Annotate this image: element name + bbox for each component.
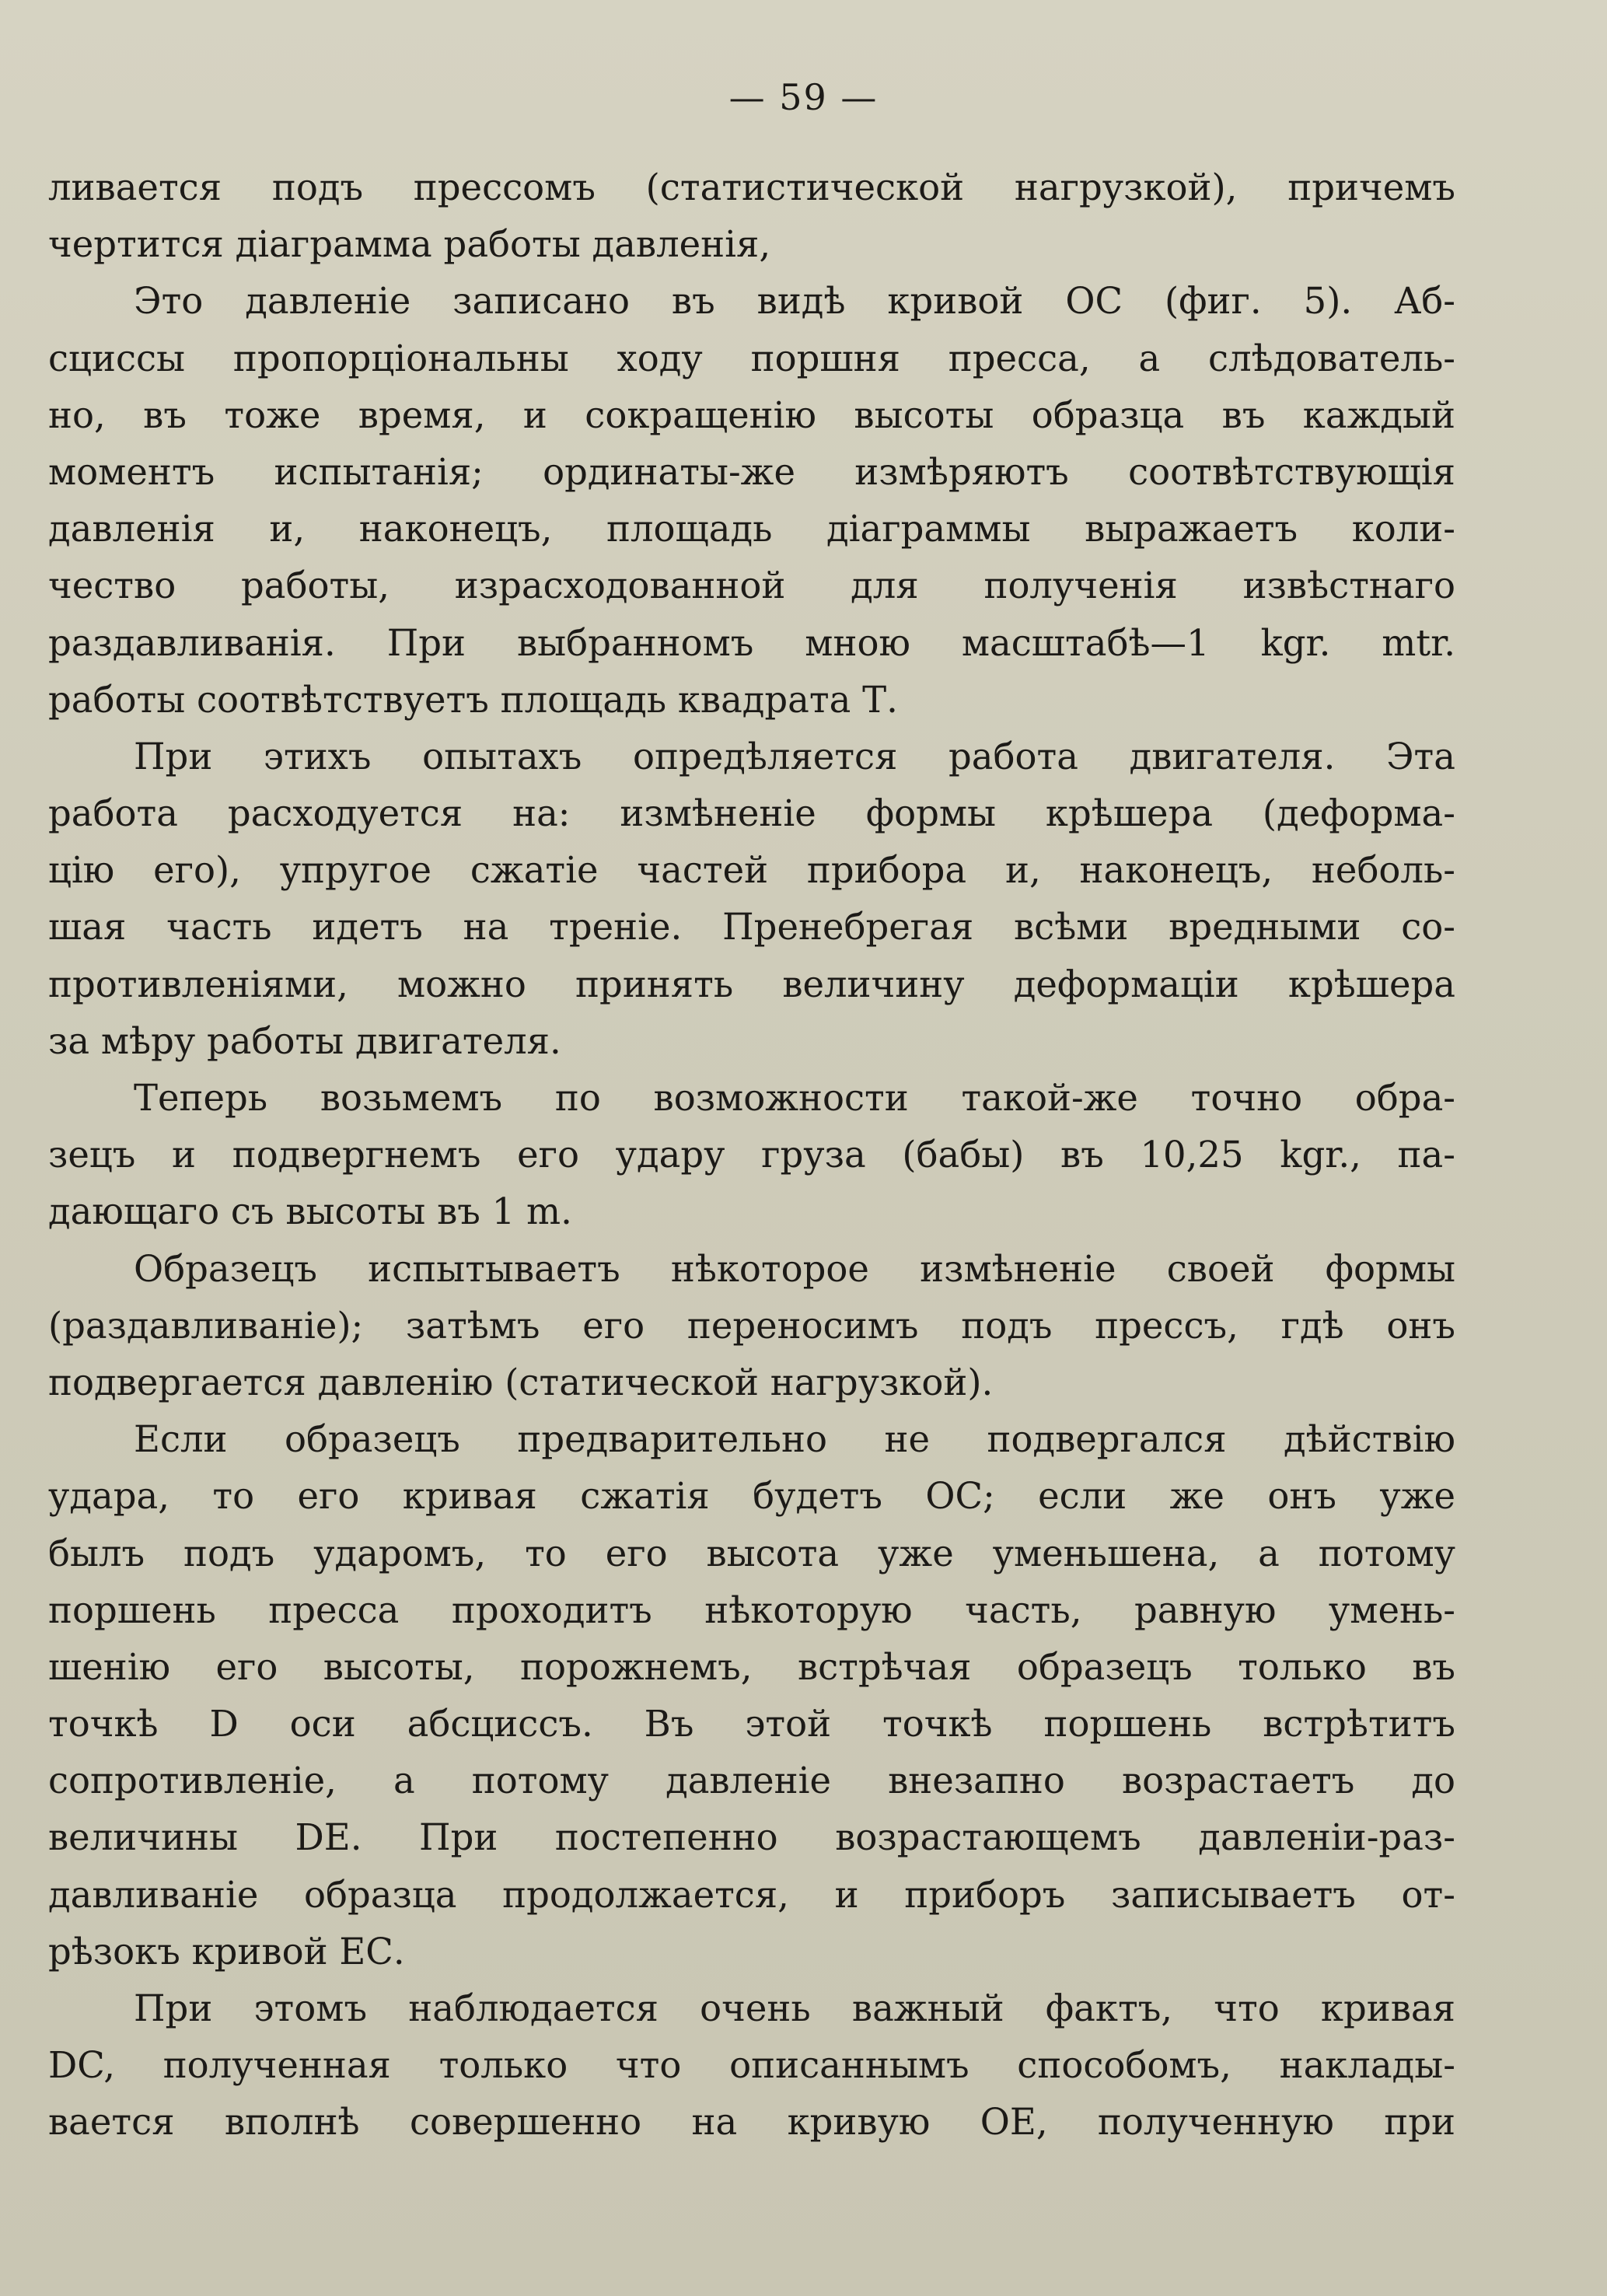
text-line: моментъ испытанія; ординаты-же измѣряютъ соотвѣтствующія [48, 450, 1455, 493]
body-text [48, 159, 1455, 2151]
text-line: шенію его высоты, порожнемъ, встрѣчая образецъ только въ [48, 1645, 1455, 1688]
text-line: цію его), упругое сжатіе частей прибора и, наконецъ, неболь- [48, 849, 1455, 892]
text-line: противленіями, можно принять величину деформаціи крѣшера [48, 963, 1455, 1005]
text-line: вается вполнѣ совершенно на кривую ОЕ, полученную при [48, 2101, 1455, 2144]
text-line: былъ подъ ударомъ, то его высота уже уменьшена, а потому [48, 1532, 1455, 1574]
text-line: давливаніе образца продолжается, и приборъ записываетъ от- [48, 1873, 1455, 1916]
text-line: зецъ и подвергнемъ его удару груза (бабы) въ 10,25 kgr., па- [48, 1134, 1455, 1176]
text-line: DC, полученная только что описаннымъ способомъ, наклады- [48, 2044, 1455, 2087]
text-line: При этихъ опытахъ опредѣляется работа двигателя. Эта [134, 735, 1455, 778]
page-number: — 59 — [728, 76, 879, 118]
text-line: работы соотвѣтствуетъ площадь квадрата Т. [48, 678, 898, 721]
text-line: Образецъ испытываетъ нѣкоторое измѣненіе своей формы [134, 1247, 1455, 1290]
text-line: работа расходуется на: измѣненіе формы крѣшера (деформа- [48, 792, 1455, 835]
text-line: сциссы пропорціональны ходу поршня пресса, а слѣдователь- [48, 337, 1455, 379]
text-line: Это давленіе записано въ видѣ кривой ОС (фиг. 5). Аб- [134, 280, 1455, 323]
text-line: за мѣру работы двигателя. [48, 1019, 561, 1062]
text-line: но, въ тоже время, и сокращенію высоты образца въ каждый [48, 393, 1455, 436]
text-line: величины DE. При постепенно возрастающемъ давленіи-раз- [48, 1816, 1455, 1859]
text-line: Теперь возьмемъ по возможности такой-же точно обра- [134, 1077, 1455, 1119]
text-line: Если образецъ предварительно не подвергался дѣйствію [134, 1418, 1455, 1461]
text-line: При этомъ наблюдается очень важный фактъ, что кривая [134, 1987, 1455, 2029]
text-line: поршень пресса проходитъ нѣкоторую часть, равную умень- [48, 1588, 1455, 1631]
text-line: чертится діаграмма работы давленія, [48, 223, 771, 266]
text-line: (раздавливаніе); затѣмъ его переносимъ подъ прессъ, гдѣ онъ [48, 1304, 1455, 1347]
text-line: рѣзокъ кривой ЕС. [48, 1930, 405, 1973]
text-line: шая часть идетъ на треніе. Пренебрегая всѣми вредными со- [48, 906, 1455, 949]
text-line: ливается подъ прессомъ (статистической нагрузкой), причемъ [48, 166, 1455, 208]
text-line: дающаго съ высоты въ 1 m. [48, 1190, 572, 1233]
text-line: подвергается давленію (статической нагрузкой). [48, 1361, 994, 1403]
text-line: удара, то его кривая сжатія будетъ ОС; если же онъ уже [48, 1475, 1455, 1518]
text-line: давленія и, наконецъ, площадь діаграммы выражаетъ коли- [48, 508, 1455, 550]
text-line: раздавливанія. При выбранномъ мною масштабѣ—1 kgr. mtr. [48, 621, 1455, 664]
text-line: сопротивленіе, а потому давленіе внезапно возрастаетъ до [48, 1760, 1455, 1802]
text-line: чество работы, израсходованной для полученія извѣстнаго [48, 564, 1455, 607]
text-line: точкѣ D оси абсциссъ. Въ этой точкѣ поршень встрѣтитъ [48, 1703, 1455, 1746]
